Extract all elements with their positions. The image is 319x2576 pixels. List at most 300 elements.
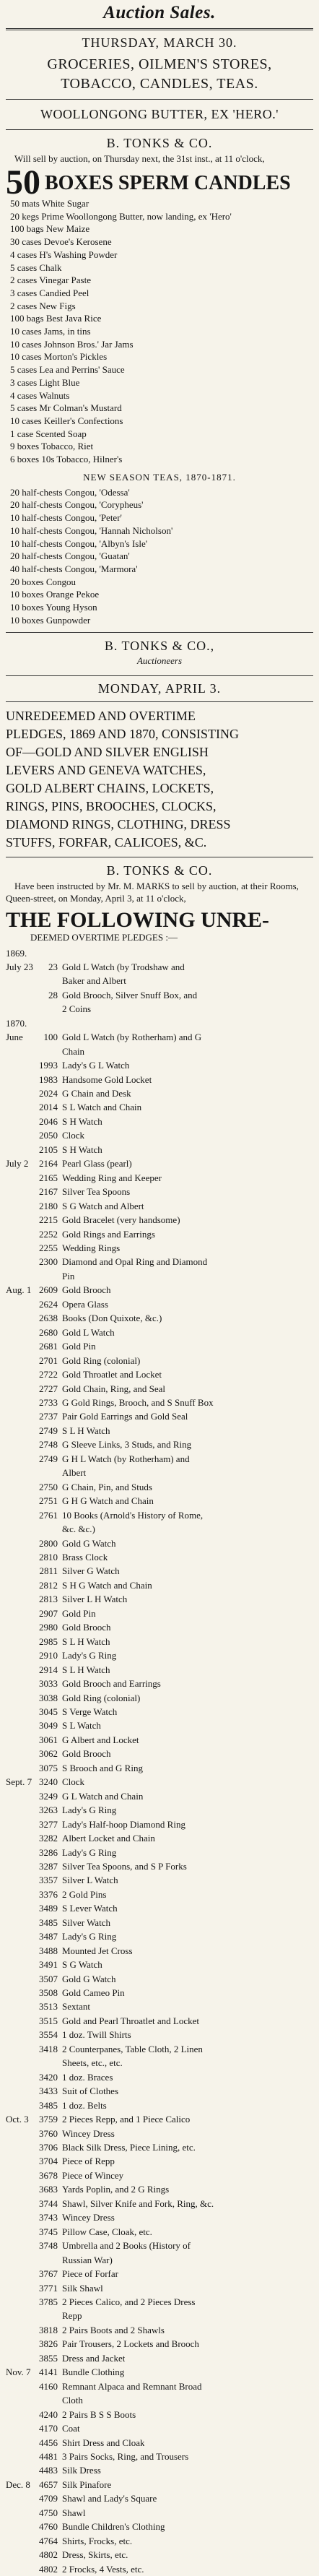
- pledge-number: 2681: [29, 1339, 62, 1353]
- pledge-date: [6, 2182, 29, 2196]
- tea-line: 20 half-chests Congou, 'Odessa': [6, 486, 313, 499]
- pledge-number: [29, 2393, 62, 2407]
- pledge-row: [6, 2182, 313, 2196]
- pledge-number: 3818: [29, 2323, 62, 2337]
- pledge-description: Gold Rings and Earrings: [62, 1227, 155, 1241]
- pledge-number: 4750: [29, 2506, 62, 2520]
- pledge-date: [6, 1227, 29, 1241]
- pledge-date: [6, 1733, 29, 1747]
- sale2-firm: B. TONKS & CO.: [6, 863, 313, 878]
- pledge-number: 3507: [29, 1972, 62, 1986]
- pledge-date: [6, 1536, 29, 1550]
- pledge-date: [6, 1916, 29, 1929]
- pledge-number: 3683: [29, 2182, 62, 2196]
- pledge-description: Gold Ring (colonial): [62, 1691, 140, 1705]
- pledge-date: [6, 1986, 29, 2000]
- pledge-date: Dec. 8: [6, 2478, 29, 2491]
- pledge-row: [6, 2042, 313, 2056]
- pledge-number: 2215: [29, 1213, 62, 1227]
- pledge-number: 2727: [29, 1382, 62, 1396]
- pledge-date: [6, 1058, 29, 1072]
- pledge-row: [6, 1396, 313, 1409]
- pledge-number: 2750: [29, 1480, 62, 1494]
- pledge-description: Pin: [62, 1269, 74, 1283]
- pledge-description: Shirts, Frocks, etc.: [62, 2534, 132, 2548]
- pledge-number: 3282: [29, 1831, 62, 1845]
- tea-line: 20 boxes Congou: [6, 576, 313, 589]
- pledge-date: [6, 1424, 29, 1438]
- pledge-date: [6, 2267, 29, 2281]
- pledge-description: Bundle Children's Clothing: [62, 2520, 165, 2533]
- pledge-description: Gold Ring (colonial): [62, 1354, 140, 1367]
- lot-line: 4 cases H's Washing Powder: [6, 248, 313, 262]
- sale2-headline: [6, 707, 313, 852]
- pledge-description: Brass Clock: [62, 1550, 108, 1564]
- pledge-description: Silver G Watch: [62, 1564, 120, 1578]
- pledge-number: [29, 2056, 62, 2070]
- pledge-description: Shawl, Silver Knife and Fork, Ring, &c.: [62, 2197, 214, 2210]
- pledge-number: 2910: [29, 1648, 62, 1662]
- pledge-row: [6, 2028, 313, 2041]
- pledge-date: [6, 2014, 29, 2028]
- pledge-date: Sept. 7: [6, 1775, 29, 1789]
- pledge-description: Lady's G Ring: [62, 1648, 116, 1662]
- pledge-description: Remnant Alpaca and Remnant Broad: [62, 2380, 202, 2393]
- pledge-row: [6, 1873, 313, 1887]
- lot-line: 9 boxes Tobacco, Riet: [6, 440, 313, 453]
- sale1-headline-2: TOBACCO, CANDLES, TEAS.: [6, 74, 313, 94]
- pledge-description: Repp: [62, 2309, 82, 2322]
- pledge-date: [6, 1564, 29, 1578]
- pledge-number: 4160: [29, 2380, 62, 2393]
- pledge-number: 2985: [29, 1635, 62, 1648]
- pledge-row: [6, 1705, 313, 1719]
- pledge-row: [6, 1199, 313, 1213]
- pledge-row: [6, 1185, 313, 1198]
- pledge-description: Shawl: [62, 2506, 86, 2520]
- pledge-description: Pearl Glass (pearl): [62, 1157, 132, 1170]
- pledge-description: Shirt Dress and Cloak: [62, 2436, 144, 2450]
- pledge-row: [6, 2281, 313, 2295]
- pledge-description: Russian War): [62, 2253, 113, 2267]
- pledge-row: [6, 2309, 313, 2322]
- headline-line: RINGS, PINS, BROOCHES, CLOCKS,: [6, 798, 313, 816]
- headline-line: GOLD ALBERT CHAINS, LOCKETS,: [6, 779, 313, 798]
- pledge-date: [6, 2281, 29, 2295]
- pledge-description: Pillow Case, Cloak, etc.: [62, 2225, 152, 2239]
- pledge-description: Sextant: [62, 2000, 90, 2013]
- pledge-number: 3508: [29, 1986, 62, 2000]
- pledge-row: [6, 1171, 313, 1185]
- pledge-number: 3704: [29, 2154, 62, 2168]
- pledge-description: Gold Brooch: [62, 1283, 111, 1297]
- pledge-number: 4764: [29, 2534, 62, 2548]
- pledge-number: 2050: [29, 1128, 62, 1142]
- pledge-row: [6, 1354, 313, 1367]
- pledge-description: 1 doz. Twill Shirts: [62, 2028, 131, 2041]
- pledge-description: Gold Brooch: [62, 1747, 111, 1760]
- pledge-date: [6, 1213, 29, 1227]
- pledge-date: [6, 1803, 29, 1817]
- pledge-row: [6, 1424, 313, 1438]
- pledge-description: Opera Glass: [62, 1297, 108, 1311]
- sale1-lead-lot: [6, 168, 313, 197]
- pledge-row: [6, 2140, 313, 2154]
- pledge-date: [6, 2169, 29, 2182]
- pledge-number: 3420: [29, 2070, 62, 2084]
- pledge-number: 2914: [29, 1663, 62, 1677]
- pledge-description: S G Watch and Albert: [62, 1199, 144, 1213]
- pledge-number: 2749: [29, 1424, 62, 1438]
- pledge-date: [6, 1901, 29, 1915]
- pledge-number: 2980: [29, 1620, 62, 1634]
- sale1-firm-signature: B. TONKS & CO.,: [6, 639, 313, 654]
- pledge-description: Coat: [62, 2421, 80, 2435]
- pledge-description: Diamond and Opal Ring and Diamond: [62, 1255, 207, 1268]
- pledge-number: 3515: [29, 2014, 62, 2028]
- pledge-row: [6, 1986, 313, 2000]
- teas-heading: NEW SEASON TEAS, 1870-1871.: [6, 472, 313, 483]
- pledge-date: [6, 1747, 29, 1760]
- pledge-description: Wedding Rings: [62, 1241, 120, 1255]
- pledge-description: 1 doz. Belts: [62, 2099, 107, 2112]
- pledge-date: [6, 2197, 29, 2210]
- pledge-date: [6, 1269, 29, 1283]
- pledge-date: [6, 1339, 29, 1353]
- pledge-date: [6, 2042, 29, 2056]
- pledge-description: S L H Watch: [62, 1424, 110, 1438]
- pledge-row: [6, 1846, 313, 1859]
- pledge-date: [6, 974, 29, 987]
- pledge-row: [6, 1241, 313, 1255]
- pledge-number: 3491: [29, 1958, 62, 1971]
- pledge-date: [6, 2239, 29, 2252]
- pledge-date: [6, 1677, 29, 1690]
- newspaper-column: [0, 3, 319, 2451]
- lot-line: 10 cases Jams, in tins: [6, 325, 313, 338]
- pledge-description: Dress, Skirts, etc.: [62, 2548, 128, 2562]
- tea-line: 20 half-chests Congou, 'Guatan': [6, 550, 313, 563]
- pledge-date: [6, 1761, 29, 1775]
- pledge-description: G Chain, Pin, and Studs: [62, 1480, 152, 1494]
- pledge-description: Piece of Wincey: [62, 2169, 123, 2182]
- lot-line: 1 case Scented Soap: [6, 428, 313, 441]
- teas-list: [6, 486, 313, 627]
- pledge-row: [6, 1508, 313, 1522]
- tea-line: 10 boxes Gunpowder: [6, 614, 313, 627]
- pledge-date: [6, 1073, 29, 1086]
- pledge-row: [6, 2393, 313, 2407]
- pledge-description: S Lever Watch: [62, 1901, 118, 1915]
- pledge-date: [6, 1648, 29, 1662]
- pledge-row: [6, 1859, 313, 1873]
- pledge-row: [6, 1311, 313, 1325]
- pledge-description: S Brooch and G Ring: [62, 1761, 143, 1775]
- pledge-row: [6, 2014, 313, 2028]
- pledge-date: [6, 1888, 29, 1901]
- pledge-description: S H G Watch and Chain: [62, 1578, 152, 1592]
- pledge-number: [29, 1016, 62, 1030]
- pledge-row: [6, 2534, 313, 2548]
- divider: [6, 675, 313, 676]
- pledge-description: Clock: [62, 1775, 84, 1789]
- pledge-row: [6, 1761, 313, 1775]
- pledge-date: [6, 1452, 29, 1466]
- pledge-description: Gold Throatlet and Locket: [62, 1367, 162, 1381]
- pledge-number: 3744: [29, 2197, 62, 2210]
- pledge-date: [6, 1859, 29, 1873]
- pledge-description: Gold and Pearl Throatlet and Locket: [62, 2014, 199, 2028]
- pledge-row: [6, 2421, 313, 2435]
- pledge-description: 2 Pieces Calico, and 2 Pieces Dress: [62, 2295, 195, 2309]
- pledge-number: 3263: [29, 1803, 62, 1817]
- pledge-description: Wedding Ring and Keeper: [62, 1171, 162, 1185]
- sale1-firm: B. TONKS & CO.: [6, 136, 313, 151]
- pledge-date: [6, 2295, 29, 2309]
- heading-rule: [6, 28, 313, 30]
- pledge-description: Albert Locket and Chain: [62, 1831, 155, 1845]
- pledge-number: 3489: [29, 1901, 62, 1915]
- pledge-description: Silver L H Watch: [62, 1592, 127, 1606]
- pledge-date: [6, 1311, 29, 1325]
- lot-line: 2 cases Vinegar Paste: [6, 274, 313, 287]
- pledge-description: 2 Frocks, 4 Vests, etc.: [62, 2562, 144, 2576]
- pledge-row: [6, 1550, 313, 1564]
- pledge-row: [6, 1157, 313, 1170]
- pledge-row: [6, 2000, 313, 2013]
- pledge-row: [6, 1030, 313, 1044]
- pledge-description: Dress and Jacket: [62, 2351, 125, 2365]
- pledge-number: 2167: [29, 1185, 62, 1198]
- pledge-row: [6, 1536, 313, 1550]
- pledge-date: [6, 2070, 29, 2084]
- pledge-date: [6, 2323, 29, 2337]
- pledge-date: [6, 1199, 29, 1213]
- pledge-number: 3771: [29, 2281, 62, 2295]
- pledge-date: [6, 2337, 29, 2351]
- pledge-description: S L H Watch: [62, 1663, 110, 1677]
- pledge-date: [6, 1578, 29, 1592]
- pledge-number: 3485: [29, 1916, 62, 1929]
- pledge-description: Gold Brooch, Silver Snuff Box, and: [62, 988, 197, 1002]
- pledge-description: S H Watch: [62, 1115, 102, 1128]
- pledge-number: 2609: [29, 1283, 62, 1297]
- pledge-description: Lady's G Ring: [62, 1929, 116, 1943]
- pledge-description: 2 Coins: [62, 1002, 91, 1016]
- pledge-number: 2907: [29, 1607, 62, 1620]
- lot-line: 50 mats White Sugar: [6, 197, 313, 210]
- pledge-description: Gold Pin: [62, 1607, 96, 1620]
- pledge-row: [6, 2112, 313, 2126]
- pledge-number: 4483: [29, 2463, 62, 2477]
- sale1-headline-1: GROCERIES, OILMEN'S STORES,: [6, 55, 313, 74]
- pledge-row: [6, 2099, 313, 2112]
- pledge-number: 3376: [29, 1888, 62, 1901]
- pledge-date: [6, 1635, 29, 1648]
- pledge-number: 2733: [29, 1396, 62, 1409]
- pledge-date: [6, 1663, 29, 1677]
- divider: [6, 632, 313, 633]
- pledge-date: [6, 1592, 29, 1606]
- pledge-row: [6, 988, 313, 1002]
- pledge-description: Gold Bracelet (very handsome): [62, 1213, 180, 1227]
- pledge-row: [6, 1958, 313, 1971]
- pledge-date: [6, 2140, 29, 2154]
- pledge-date: 1869.: [6, 946, 29, 960]
- pledge-date: [6, 1789, 29, 1803]
- pledge-description: Gold L Watch: [62, 1326, 115, 1339]
- pledge-number: 2046: [29, 1115, 62, 1128]
- pledge-description: Wincey Dress: [62, 2127, 115, 2140]
- pledge-description: 2 Gold Pins: [62, 1888, 106, 1901]
- pledge-date: [6, 2520, 29, 2533]
- pledge-number: [29, 1045, 62, 1058]
- pledge-number: 2701: [29, 1354, 62, 1367]
- pledge-number: 4802: [29, 2562, 62, 2576]
- pledge-description: Lady's G Ring: [62, 1846, 116, 1859]
- lot-line: 4 cases Walnuts: [6, 389, 313, 402]
- pledge-description: Gold Cameo Pin: [62, 1986, 125, 2000]
- pledge-date: [6, 2421, 29, 2435]
- divider: [6, 701, 313, 702]
- pledge-number: 3488: [29, 1944, 62, 1958]
- pledge-row: [6, 1326, 313, 1339]
- pledge-row: [6, 1789, 313, 1803]
- pledge-number: 2105: [29, 1143, 62, 1157]
- pledge-row: [6, 2337, 313, 2351]
- pledge-description: G L Watch and Chain: [62, 1789, 143, 1803]
- pledge-description: Piece of Forfar: [62, 2267, 118, 2281]
- headline-line: OF—GOLD AND SILVER ENGLISH: [6, 743, 313, 761]
- pledge-description: 2 Pairs B S S Boots: [62, 2408, 136, 2421]
- pledge-date: [6, 1171, 29, 1185]
- pledge-number: 3062: [29, 1747, 62, 1760]
- pledge-description: Sheets, etc., etc.: [62, 2056, 123, 2070]
- pledge-number: 1983: [29, 1073, 62, 1086]
- pledge-row: [6, 1494, 313, 1508]
- pledge-row: [6, 1522, 313, 1536]
- pledge-date: [6, 988, 29, 1002]
- pledge-date: [6, 1326, 29, 1339]
- pledge-row: [6, 1480, 313, 1494]
- pledge-description: Silver L Watch: [62, 1873, 118, 1887]
- pledge-number: 3743: [29, 2210, 62, 2224]
- following-heading: THE FOLLOWING UNRE-: [6, 908, 313, 932]
- pledge-description: Gold G Watch: [62, 1536, 116, 1550]
- pledge-row: [6, 1213, 313, 1227]
- pledge-row: [6, 1775, 313, 1789]
- pledge-date: [6, 2463, 29, 2477]
- pledge-number: 3554: [29, 2028, 62, 2041]
- pledge-date: [6, 2506, 29, 2520]
- pledge-row: [6, 2351, 313, 2365]
- pledge-description: Silk Pinafore: [62, 2478, 111, 2491]
- lot-line: 20 kegs Prime Woollongong Butter, now landing, ex 'Hero': [6, 210, 313, 223]
- pledge-number: 3826: [29, 2337, 62, 2351]
- pledge-row: [6, 2056, 313, 2070]
- pledge-description: Silver Tea Spoons: [62, 1185, 130, 1198]
- pledge-row: [6, 2127, 313, 2140]
- pledge-number: 2164: [29, 1157, 62, 1170]
- lot-line: 6 boxes 10s Tobacco, Hilner's: [6, 453, 313, 466]
- pledge-number: 2800: [29, 1536, 62, 1550]
- pledge-date: [6, 2154, 29, 2168]
- pledge-number: 3433: [29, 2084, 62, 2098]
- pledge-description: Shawl and Lady's Square: [62, 2491, 157, 2505]
- pledge-date: July 23: [6, 960, 29, 974]
- pledge-row: [6, 2478, 313, 2491]
- lot-line: 10 cases Keiller's Confections: [6, 415, 313, 428]
- pledge-date: [6, 1818, 29, 1831]
- pledge-number: 2810: [29, 1550, 62, 1564]
- pledge-date: [6, 2309, 29, 2322]
- pledge-description: S Verge Watch: [62, 1705, 117, 1719]
- pledge-number: 2255: [29, 1241, 62, 1255]
- pledge-row: [6, 1663, 313, 1677]
- pledge-number: 1993: [29, 1058, 62, 1072]
- pledge-row: [6, 1916, 313, 1929]
- pledge-row: [6, 1747, 313, 1760]
- pledge-date: [6, 1620, 29, 1634]
- pledge-description: Silver Tea Spoons, and S P Forks: [62, 1859, 187, 1873]
- pledge-row: [6, 1255, 313, 1268]
- pledge-description: 2 Pieces Repp, and 1 Piece Calico: [62, 2112, 190, 2126]
- divider: [6, 129, 313, 130]
- pledge-description: Silver Watch: [62, 1916, 110, 1929]
- pledge-date: [6, 2099, 29, 2112]
- pledge-row: [6, 2197, 313, 2210]
- pledge-row: [6, 1086, 313, 1100]
- pledge-date: [6, 2210, 29, 2224]
- pledge-row: [6, 2239, 313, 2252]
- pledge-description: Gold Pin: [62, 1339, 96, 1353]
- pledge-row: [6, 2506, 313, 2520]
- pledge-description: Mounted Jet Cross: [62, 1944, 133, 1958]
- pledge-row: [6, 1115, 313, 1128]
- pledge-number: 2180: [29, 1199, 62, 1213]
- pledge-row: [6, 1592, 313, 1606]
- pledge-date: [6, 1002, 29, 1016]
- pledge-date: [6, 1367, 29, 1381]
- pledge-row: [6, 1143, 313, 1157]
- pledge-date: June: [6, 1030, 29, 1044]
- pledge-date: [6, 2534, 29, 2548]
- pledge-date: [6, 1719, 29, 1732]
- pledge-number: [29, 1522, 62, 1536]
- pledge-number: 2811: [29, 1564, 62, 1578]
- pledge-date: [6, 1972, 29, 1986]
- pledge-date: [6, 1354, 29, 1367]
- pledge-description: Baker and Albert: [62, 974, 126, 987]
- pledge-description: Gold Brooch and Earrings: [62, 1677, 161, 1690]
- pledge-number: 2638: [29, 1311, 62, 1325]
- pledge-row: [6, 1002, 313, 1016]
- pledge-number: 3418: [29, 2042, 62, 2056]
- pledge-number: 4709: [29, 2491, 62, 2505]
- pledge-row: [6, 1452, 313, 1466]
- pledge-number: 3748: [29, 2239, 62, 2252]
- pledge-description: G Chain and Desk: [62, 1086, 131, 1100]
- pledge-date: [6, 1494, 29, 1508]
- pledge-row: [6, 1283, 313, 1297]
- pledge-row: [6, 2253, 313, 2267]
- pledge-row: [6, 2380, 313, 2393]
- pledge-number: 3249: [29, 1789, 62, 1803]
- tea-line: 10 half-chests Congou, 'Hannah Nicholson': [6, 524, 313, 537]
- pledge-date: [6, 1100, 29, 1114]
- pledge-description: Albert: [62, 1466, 86, 1479]
- pledge-date: [6, 1705, 29, 1719]
